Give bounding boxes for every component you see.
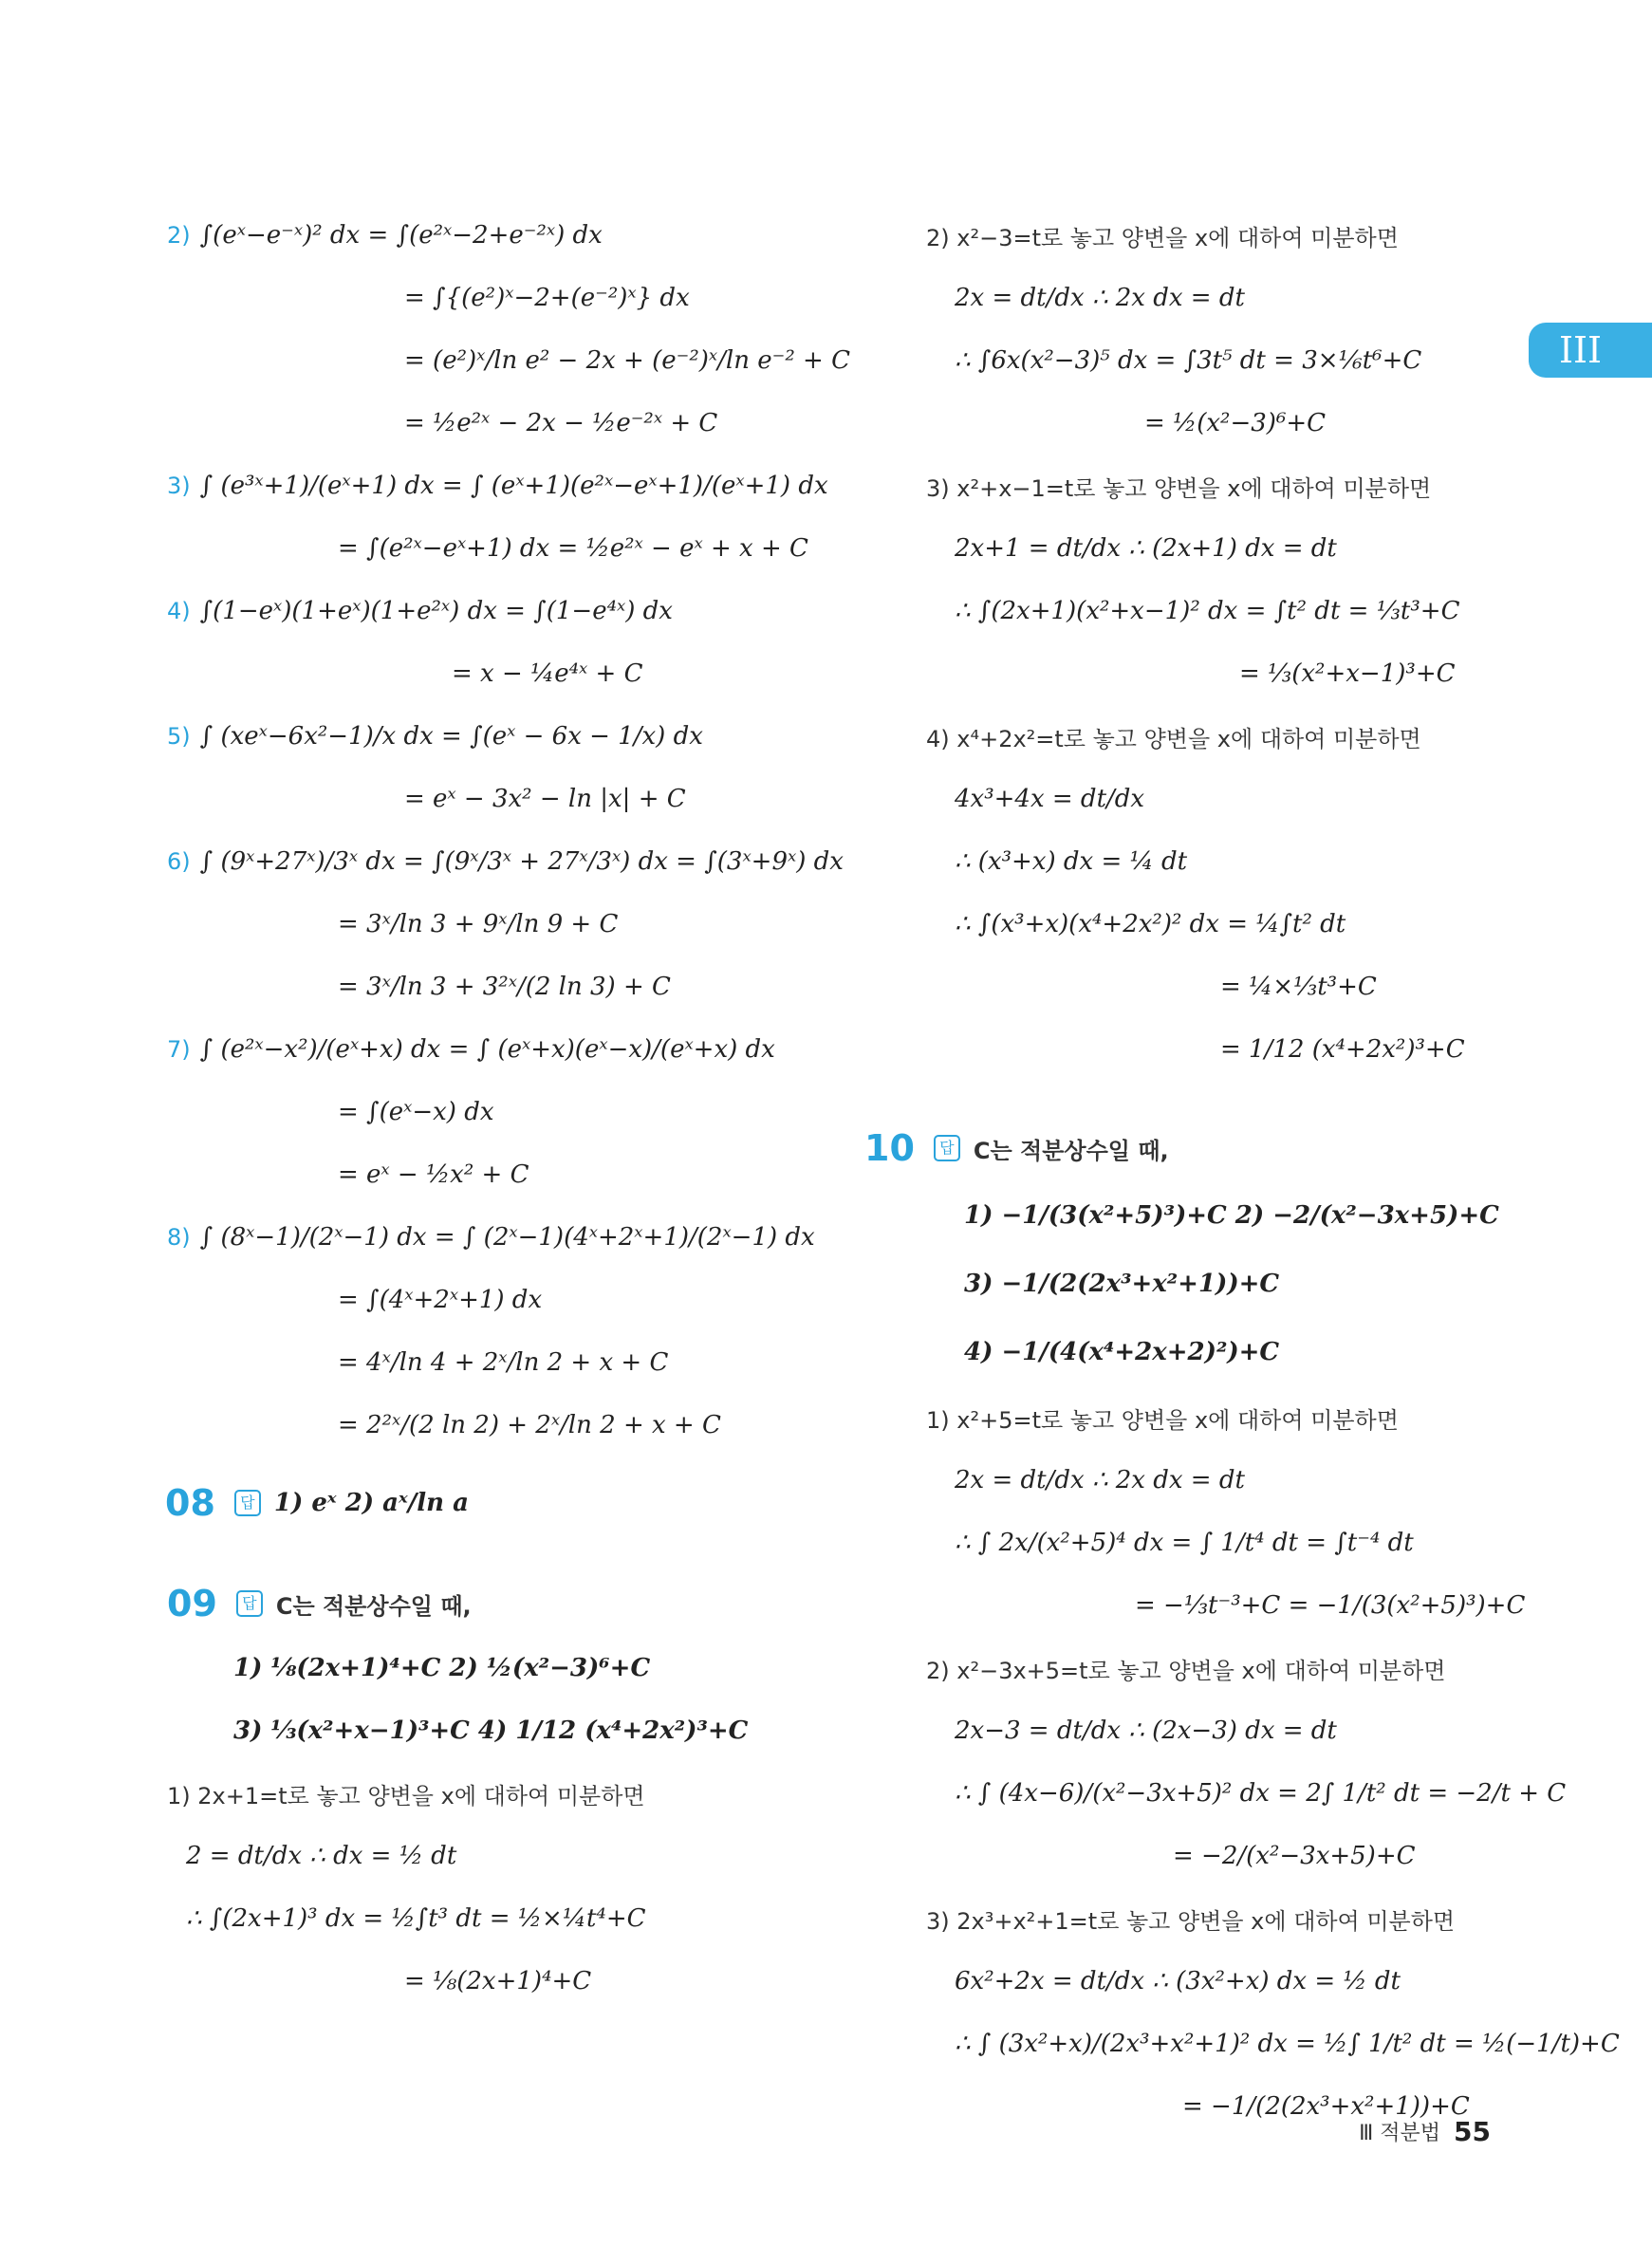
answer-text: 1) eˣ 2) aˣ/ln a — [273, 1489, 469, 1517]
equation: 2x−3 = dt/dx ∴ (2x−3) dx = dt — [955, 1717, 1337, 1745]
equation: ∫ (e³ˣ+1)/(eˣ+1) dx = ∫ (eˣ+1)(e²ˣ−eˣ+1)/(eˣ+1) dx — [199, 472, 828, 500]
answer-text: 3) ⅓(x²+x−1)³+C 4) 1/12 (x⁴+2x²)³+C — [233, 1717, 749, 1745]
answer-line — [926, 1250, 1581, 1318]
solution-line — [167, 1269, 888, 1331]
solution-line — [167, 1143, 888, 1206]
solution-line — [167, 1081, 888, 1143]
solution-line — [926, 1950, 1581, 2013]
item-number: 8) — [167, 1224, 191, 1251]
equation: = ¼×⅓t³+C — [1220, 973, 1377, 1001]
answer-badge: 답 — [234, 1490, 261, 1516]
equation: = ∫(e²ˣ−eˣ+1) dx = ½e²ˣ − eˣ + x + C — [338, 534, 808, 563]
answer-line — [926, 1318, 1581, 1386]
answer-line — [167, 1699, 888, 1762]
solution-line — [167, 1950, 888, 2013]
item-number: 7) — [167, 1036, 191, 1063]
solution-text: 2) x²−3x+5=t로 놓고 양변을 x에 대하여 미분하면 — [926, 1657, 1446, 1684]
equation: ∴ ∫(x³+x)(x⁴+2x²)² dx = ¼∫t² dt — [955, 910, 1346, 938]
equation: 2x+1 = dt/dx ∴ (2x+1) dx = dt — [955, 534, 1337, 563]
page-number: 55 — [1454, 2116, 1491, 2147]
solution-text: 2) x²−3=t로 놓고 양변을 x에 대하여 미분하면 — [926, 224, 1399, 251]
question-10-header — [864, 1115, 1581, 1181]
equation: ∫ (xeˣ−6x²−1)/x dx = ∫(eˣ − 6x − 1/x) dx — [199, 722, 703, 751]
solution-text: 1) 2x+1=t로 놓고 양변을 x에 대하여 미분하면 — [167, 1782, 645, 1809]
solution-line — [167, 768, 888, 830]
solution-line — [167, 1762, 888, 1825]
solution-line — [167, 580, 888, 642]
equation: ∴ ∫ (4x−6)/(x²−3x+5)² dx = 2∫ 1/t² dt = −2/t + C — [955, 1779, 1567, 1808]
question-09-header — [167, 1570, 888, 1637]
equation: ∴ ∫ 2x/(x²+5)⁴ dx = ∫ 1/t⁴ dt = ∫t⁻⁴ dt — [955, 1529, 1414, 1557]
equation: = 4ˣ/ln 4 + 2ˣ/ln 2 + x + C — [338, 1348, 669, 1377]
solution-line — [167, 517, 888, 580]
solution-line — [167, 1887, 888, 1950]
equation: = 3ˣ/ln 3 + 9ˣ/ln 9 + C — [338, 910, 619, 938]
solution-line — [167, 1825, 888, 1887]
equation: = 2²ˣ/(2 ln 2) + 2ˣ/ln 2 + x + C — [338, 1411, 721, 1439]
equation: ∴ ∫(2x+1)(x²+x−1)² dx = ∫t² dt = ⅓t³+C — [955, 597, 1460, 625]
answer-intro: C는 적분상수일 때, — [275, 1592, 472, 1620]
item-number: 3) — [167, 473, 191, 499]
solution-line — [167, 267, 888, 329]
solution-line — [926, 455, 1581, 517]
solution-line — [926, 830, 1581, 893]
solution-line — [167, 1018, 888, 1081]
solution-line — [926, 1637, 1581, 1699]
equation: 4x³+4x = dt/dx — [955, 785, 1145, 813]
solution-line — [167, 705, 888, 768]
equation: = ½(x²−3)⁶+C — [1144, 409, 1327, 437]
page-footer — [1359, 2116, 1491, 2147]
item-number: 4) — [167, 598, 191, 624]
solution-line — [926, 1018, 1581, 1081]
equation: 6x²+2x = dt/dx ∴ (3x²+x) dx = ½ dt — [955, 1967, 1401, 1995]
solution-line — [167, 956, 888, 1018]
solution-line — [926, 1449, 1581, 1512]
solution-line — [167, 1206, 888, 1269]
solution-line — [167, 392, 888, 455]
solution-line — [167, 455, 888, 517]
answer-text: 4) −1/(4(x⁴+2x+2)²)+C — [964, 1338, 1280, 1366]
equation: ∴ ∫6x(x²−3)⁵ dx = ∫3t⁵ dt = 3×⅙t⁶+C — [955, 346, 1422, 375]
solution-line — [926, 517, 1581, 580]
answer-line — [926, 1181, 1581, 1250]
equation: ∫(1−eˣ)(1+eˣ)(1+e²ˣ) dx = ∫(1−e⁴ˣ) dx — [199, 597, 673, 625]
solution-line — [926, 1825, 1581, 1887]
equation: ∴ (x³+x) dx = ¼ dt — [955, 847, 1188, 876]
footer-section-label: Ⅲ 적분법 — [1359, 2122, 1441, 2145]
solution-line — [926, 580, 1581, 642]
equation: ∫ (8ˣ−1)/(2ˣ−1) dx = ∫ (2ˣ−1)(4ˣ+2ˣ+1)/(2ˣ−1) dx — [199, 1223, 815, 1252]
equation: = 3ˣ/ln 3 + 3²ˣ/(2 ln 3) + C — [338, 973, 671, 1001]
answer-text: 1) ⅛(2x+1)⁴+C 2) ½(x²−3)⁶+C — [233, 1654, 651, 1682]
equation: = ∫(4ˣ+2ˣ+1) dx — [338, 1286, 543, 1314]
answer-badge: 답 — [236, 1590, 263, 1617]
solution-line — [926, 768, 1581, 830]
equation: ∴ ∫ (3x²+x)/(2x³+x²+1)² dx = ½∫ 1/t² dt = ½(−1/t)+C — [955, 2030, 1620, 2058]
solution-line — [926, 1512, 1581, 1574]
equation: = eˣ − ½x² + C — [338, 1160, 529, 1189]
solution-line — [926, 1386, 1581, 1449]
solution-text: 1) x²+5=t로 놓고 양변을 x에 대하여 미분하면 — [926, 1406, 1399, 1434]
solution-line — [926, 2013, 1620, 2075]
equation: ∫(eˣ−e⁻ˣ)² dx = ∫(e²ˣ−2+e⁻²ˣ) dx — [199, 221, 603, 250]
solution-line — [926, 956, 1581, 1018]
solution-text: 3) x²+x−1=t로 놓고 양변을 x에 대하여 미분하면 — [926, 474, 1432, 502]
answer-intro: C는 적분상수일 때, — [973, 1137, 1169, 1164]
solution-line — [926, 642, 1581, 705]
equation: = ∫{(e²)ˣ−2+(e⁻²)ˣ} dx — [404, 284, 690, 312]
right-column — [864, 204, 1620, 2138]
equation: ∫ (e²ˣ−x²)/(eˣ+x) dx = ∫ (eˣ+x)(eˣ−x)/(eˣ+x) dx — [199, 1035, 775, 1064]
equation: = ∫(eˣ−x) dx — [338, 1098, 494, 1126]
equation: ∴ ∫(2x+1)³ dx = ½∫t³ dt = ½×¼t⁴+C — [186, 1904, 646, 1933]
solution-line — [167, 830, 888, 893]
equation: = x − ¼e⁴ˣ + C — [452, 659, 643, 688]
solution-line — [926, 392, 1581, 455]
item-number: 5) — [167, 723, 191, 750]
solution-line — [926, 705, 1581, 768]
chapter-tab-label: III — [1559, 329, 1603, 371]
solution-line — [926, 1699, 1581, 1762]
solution-line — [167, 1394, 888, 1457]
equation: = ⅓(x²+x−1)³+C — [1239, 659, 1456, 688]
equation: = (e²)ˣ/ln e² − 2x + (e⁻²)ˣ/ln e⁻² + C — [404, 346, 850, 375]
solution-line — [926, 267, 1581, 329]
solution-line — [926, 1887, 1581, 1950]
solution-line — [167, 204, 888, 267]
equation: = 1/12 (x⁴+2x²)³+C — [1220, 1035, 1465, 1064]
solution-line — [167, 893, 888, 956]
solution-line — [167, 329, 888, 392]
answer-text: 1) −1/(3(x²+5)³)+C 2) −2/(x²−3x+5)+C — [964, 1201, 1499, 1230]
question-number: 08 — [165, 1482, 215, 1524]
equation: ∫ (9ˣ+27ˣ)/3ˣ dx = ∫(9ˣ/3ˣ + 27ˣ/3ˣ) dx = ∫(3ˣ+9ˣ) dx — [199, 847, 844, 876]
item-number: 2) — [167, 222, 191, 249]
equation: = −2/(x²−3x+5)+C — [1173, 1842, 1416, 1870]
answer-line — [167, 1637, 888, 1699]
solution-line — [926, 1574, 1581, 1637]
equation: 2x = dt/dx ∴ 2x dx = dt — [955, 284, 1245, 312]
solution-line — [926, 893, 1581, 956]
solution-line — [167, 1331, 888, 1394]
equation: = −1/(2(2x³+x²+1))+C — [1182, 2092, 1470, 2121]
equation: = −⅓t⁻³+C = −1/(3(x²+5)³)+C — [1135, 1591, 1526, 1620]
question-08-header — [165, 1470, 888, 1536]
solution-line — [167, 642, 888, 705]
left-column — [167, 204, 888, 2013]
item-number: 6) — [167, 848, 191, 875]
answer-text: 3) −1/(2(2x³+x²+1))+C — [964, 1270, 1280, 1298]
equation: = eˣ − 3x² − ln |x| + C — [404, 785, 686, 813]
equation: 2x = dt/dx ∴ 2x dx = dt — [955, 1466, 1245, 1494]
equation: = ½e²ˣ − 2x − ½e⁻²ˣ + C — [404, 409, 718, 437]
solution-line — [926, 1762, 1581, 1825]
question-number: 10 — [864, 1127, 915, 1169]
equation: = ⅛(2x+1)⁴+C — [404, 1967, 592, 1995]
question-number: 09 — [167, 1583, 217, 1624]
equation: 2 = dt/dx ∴ dx = ½ dt — [186, 1842, 457, 1870]
solution-text: 4) x⁴+2x²=t로 놓고 양변을 x에 대하여 미분하면 — [926, 725, 1421, 752]
answer-badge: 답 — [934, 1135, 960, 1161]
solution-line — [926, 204, 1581, 267]
solution-line — [926, 329, 1581, 392]
solution-text: 3) 2x³+x²+1=t로 놓고 양변을 x에 대하여 미분하면 — [926, 1907, 1456, 1935]
